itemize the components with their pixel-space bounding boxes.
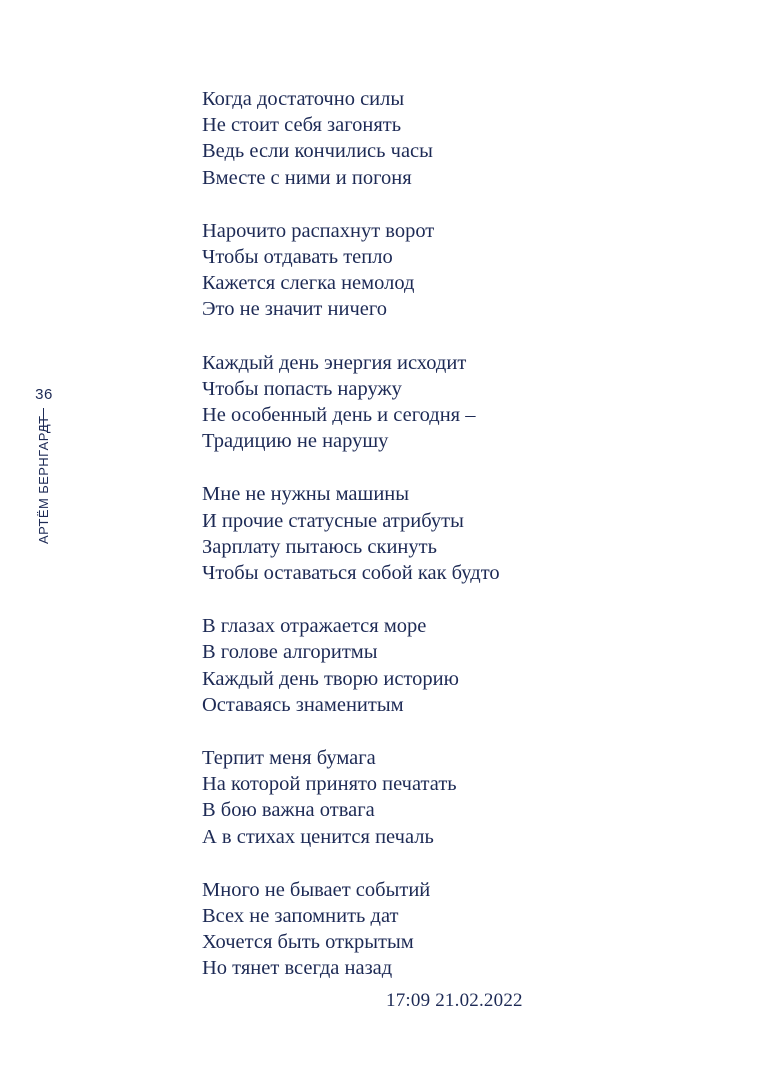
poem-line: Вместе с ними и погоня: [202, 166, 412, 189]
poem-line: Терпит меня бумага: [202, 747, 376, 770]
poem-line: Когда достаточно силы: [202, 88, 405, 110]
poem-line: Не стоит себя загонять: [202, 114, 402, 137]
poem-line: Ведь если кончились часы: [202, 140, 433, 163]
stanza: [202, 745, 742, 850]
page-side-margin: [14, 386, 74, 556]
stanza: [202, 877, 742, 982]
poem-line: Не особенный день и сегодня –: [202, 404, 476, 427]
poem-line: Хочется быть открытым: [202, 931, 414, 954]
stanza: [202, 350, 742, 455]
poem-line: Всех не запомнить дат: [202, 905, 399, 928]
poem-line: Но тянет всегда назад: [202, 957, 393, 980]
poem-line: В глазах отражается море: [202, 615, 427, 638]
poem-date: 17:09 21.02.2022: [386, 990, 523, 1011]
stanza: [202, 481, 742, 586]
poem-line: И прочие статусные атрибуты: [202, 509, 464, 532]
stanza: [202, 613, 742, 718]
poem-line: Много не бывает событий: [202, 878, 431, 901]
poem-line: Это не значит ничего: [202, 298, 388, 321]
poem-line: Мне не нужны машины: [202, 483, 410, 506]
poem-line: Чтобы попасть наружу: [202, 377, 402, 400]
stanza: [202, 86, 742, 191]
poem-line: Каждый день энергия исходит: [202, 351, 467, 374]
page-number: 36: [35, 386, 53, 403]
poem-line: Чтобы оставаться собой как будто: [202, 562, 500, 585]
poem-line: Традицию не нарушу: [202, 430, 389, 453]
poem-line: А в стихах ценится печаль: [202, 825, 434, 848]
poem-line: Кажется слегка немолод: [202, 272, 415, 295]
poem-line: Чтобы отдавать тепло: [202, 246, 393, 269]
poem-line: В голове алгоритмы: [202, 641, 378, 664]
poem-line: Каждый день творю историю: [202, 667, 459, 690]
poem-line: Нарочито распахнут ворот: [202, 219, 435, 242]
poem-line: В бою важна отвага: [202, 799, 375, 822]
poem-line: Оставаясь знаменитым: [202, 693, 404, 716]
author-name: АРТЁМ БЕРНГАРДТ: [36, 415, 51, 544]
poem-line: На которой принято печатать: [202, 773, 457, 796]
poem: [202, 86, 742, 1009]
poem-line: Зарплату пытаюсь скинуть: [202, 535, 437, 558]
stanza: [202, 218, 742, 323]
